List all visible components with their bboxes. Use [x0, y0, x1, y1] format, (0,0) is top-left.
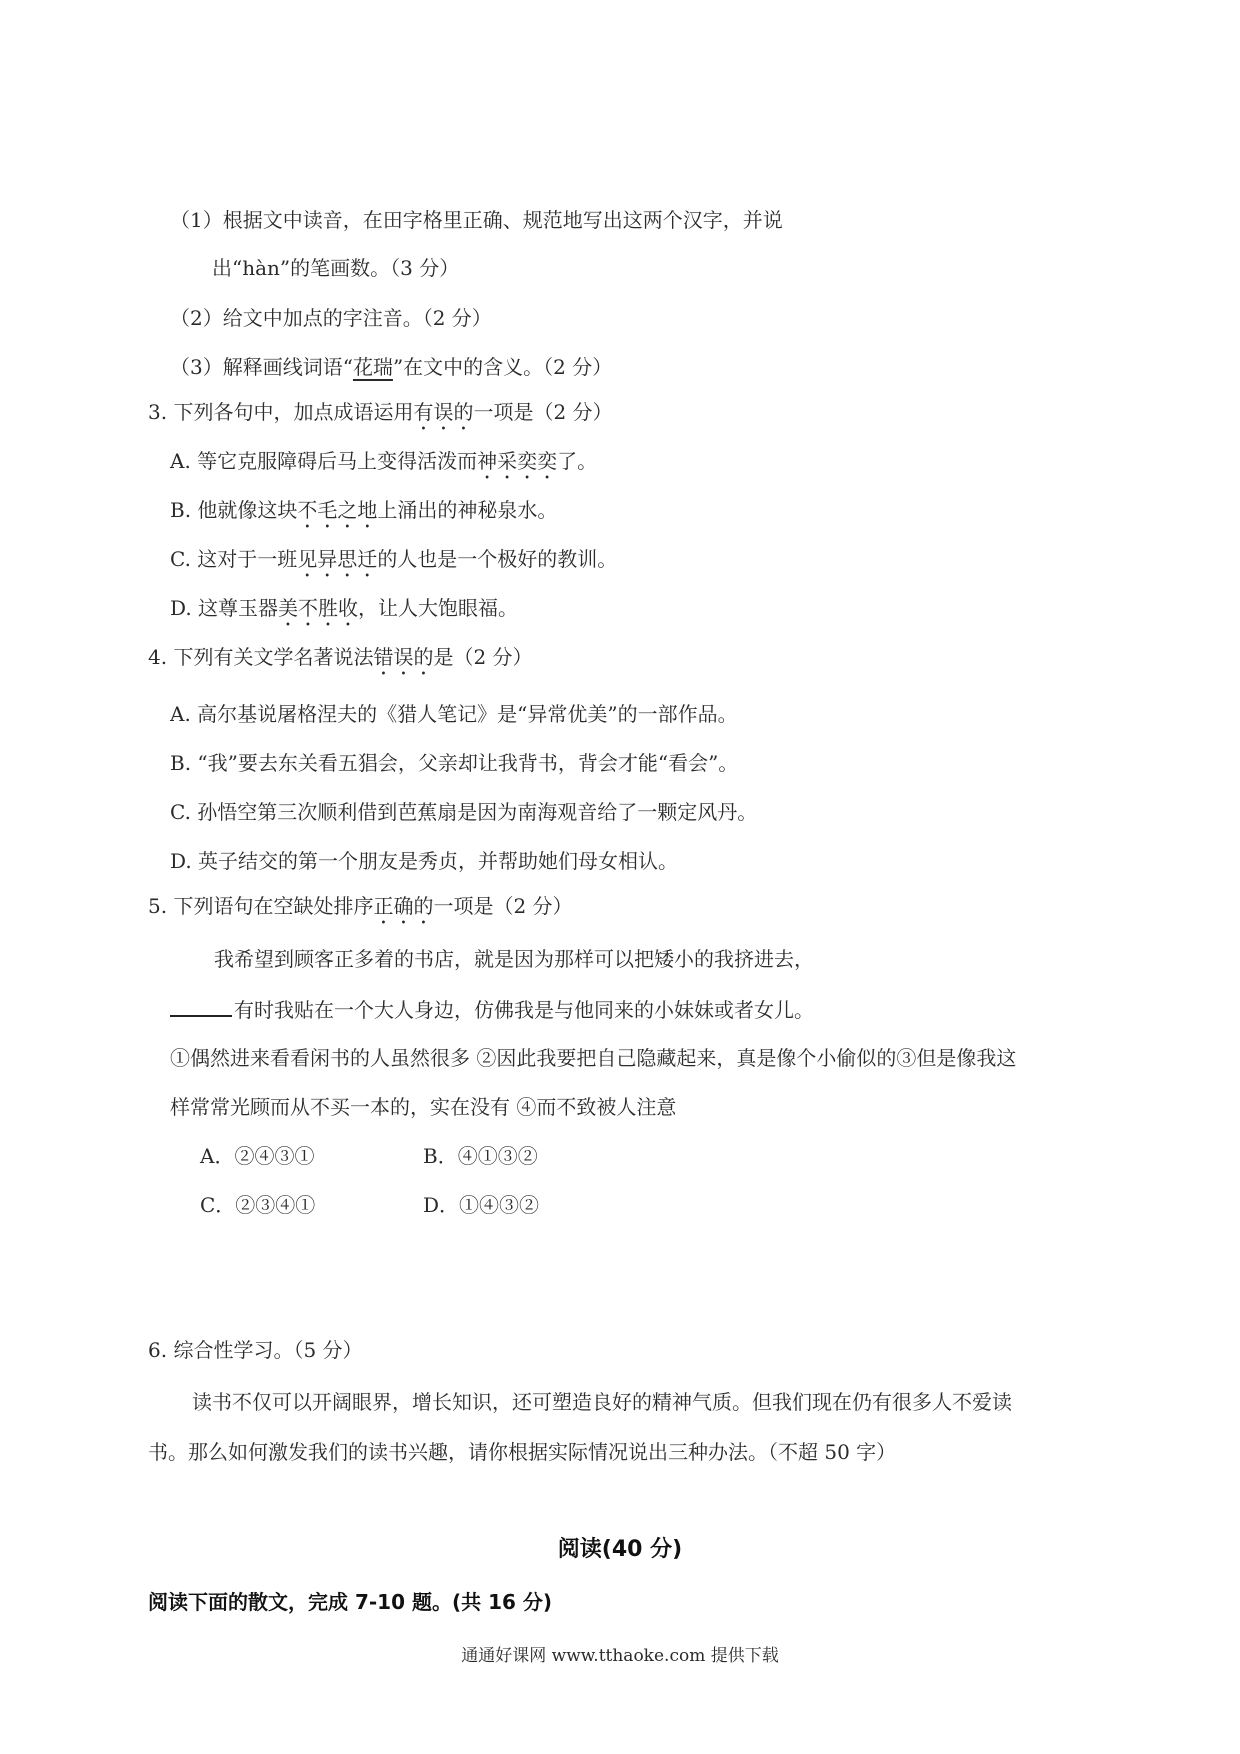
q2-sub3-pre: （3）解释画线词语“ [170, 355, 353, 379]
reading-instruction: 阅读下面的散文，完成 7-10 题。(共 16 分) [148, 1590, 553, 1614]
q5-passage-line2-text: 有时我贴在一个大人身边，仿佛我是与他同来的小妹妹或者女儿。 [234, 998, 814, 1022]
q3-c-idiom: 见异思迁 [297, 547, 378, 571]
q5-stem-post: 一项是（2 分） [433, 894, 573, 918]
page-footer: 通通好课网 www.tthaoke.com 提供下载 [461, 1646, 779, 1666]
q5-stem-pre: 5. 下列语句在空缺处排序 [148, 894, 374, 918]
q2-sub1-line2: 出“hàn”的笔画数。（3 分） [212, 256, 460, 280]
q2-sub3-underlined-word: 花瑞 [352, 355, 393, 379]
q3-a-idiom: 神采奕奕 [477, 449, 558, 473]
q4-option-d: D. 英子结交的第一个朋友是秀贞，并帮助她们母女相认。 [170, 849, 679, 873]
q3-option-a [170, 447, 597, 484]
q3-stem [148, 398, 613, 435]
q5-option-b: B．④①③② [423, 1144, 538, 1168]
q6-text-line2: 书。那么如何激发我们的读书兴趣，请你根据实际情况说出三种办法。（不超 50 字） [148, 1440, 897, 1464]
q6-text-line1: 读书不仅可以开阔眼界，增长知识，还可塑造良好的精神气质。但我们现在仍有很多人不爱读 [192, 1390, 1012, 1414]
q6-stem: 6. 综合性学习。（5 分） [148, 1338, 363, 1362]
q2-sub1-line1: （1）根据文中读音，在田字格里正确、规范地写出这两个汉字，并说 [170, 208, 783, 232]
q3-option-d [170, 594, 518, 631]
q3-b-idiom: 不毛之地 [297, 498, 378, 522]
q5-answer-blank [170, 995, 232, 1017]
q4-stem-pre: 4. 下列有关文学名著说法 [148, 645, 374, 669]
q3-d-pre: D. 这尊玉器 [170, 596, 279, 620]
q3-option-b [170, 496, 557, 533]
q5-option-a: A．②④③① [200, 1144, 315, 1168]
q3-stem-pre: 3. 下列各句中，加点成语运用 [148, 400, 414, 424]
q4-option-b: B. “我”要去东关看五猖会，父亲却让我背书，背会才能“看会”。 [170, 751, 739, 775]
q3-stem-post: 一项是（2 分） [473, 400, 613, 424]
q3-stem-dotted: 有误的 [413, 400, 474, 424]
q3-a-pre: A. 等它克服障碍后马上变得活泼而 [170, 449, 478, 473]
q5-sentences-line1: ①偶然进来看看闲书的人虽然很多 ②因此我要把自己隐藏起来，真是像个小偷似的③但是像我这 [170, 1046, 1017, 1070]
q3-d-idiom: 美不胜收 [278, 596, 359, 620]
q5-stem [148, 892, 573, 929]
q3-a-post: 了。 [557, 449, 598, 473]
q4-option-c: C. 孙悟空第三次顺利借到芭蕉扇是因为南海观音给了一颗定风丹。 [170, 800, 758, 824]
q3-option-c [170, 545, 617, 582]
q4-stem-dotted: 错误的 [373, 645, 434, 669]
q4-stem [148, 643, 533, 680]
q4-stem-post: 是（2 分） [433, 645, 533, 669]
q2-sub3-post: ”在文中的含义。（2 分） [392, 355, 613, 379]
q3-c-pre: C. 这对于一班 [170, 547, 298, 571]
reading-section-title: 阅读(40 分) [557, 1537, 683, 1562]
q5-passage-line2 [170, 995, 814, 1024]
q3-b-post: 上涌出的神秘泉水。 [377, 498, 558, 522]
q5-option-c: C．②③④① [200, 1193, 316, 1217]
q5-option-d: D．①④③② [423, 1193, 540, 1217]
q5-stem-dotted: 正确的 [373, 894, 434, 918]
q2-sub3 [170, 353, 612, 381]
q2-sub2: （2）给文中加点的字注音。（2 分） [170, 306, 492, 330]
q4-option-a: A. 高尔基说屠格涅夫的《猎人笔记》是“异常优美”的一部作品。 [170, 702, 738, 726]
q3-d-post: ，让人大饱眼福。 [358, 596, 519, 620]
q3-b-pre: B. 他就像这块 [170, 498, 298, 522]
q5-sentences-line2: 样常常光顾而从不买一本的，实在没有 ④而不致被人注意 [170, 1095, 677, 1119]
q3-c-post: 的人也是一个极好的教训。 [377, 547, 618, 571]
q5-passage-line1: 我希望到顾客正多着的书店，就是因为那样可以把矮小的我挤进去， [214, 947, 814, 971]
